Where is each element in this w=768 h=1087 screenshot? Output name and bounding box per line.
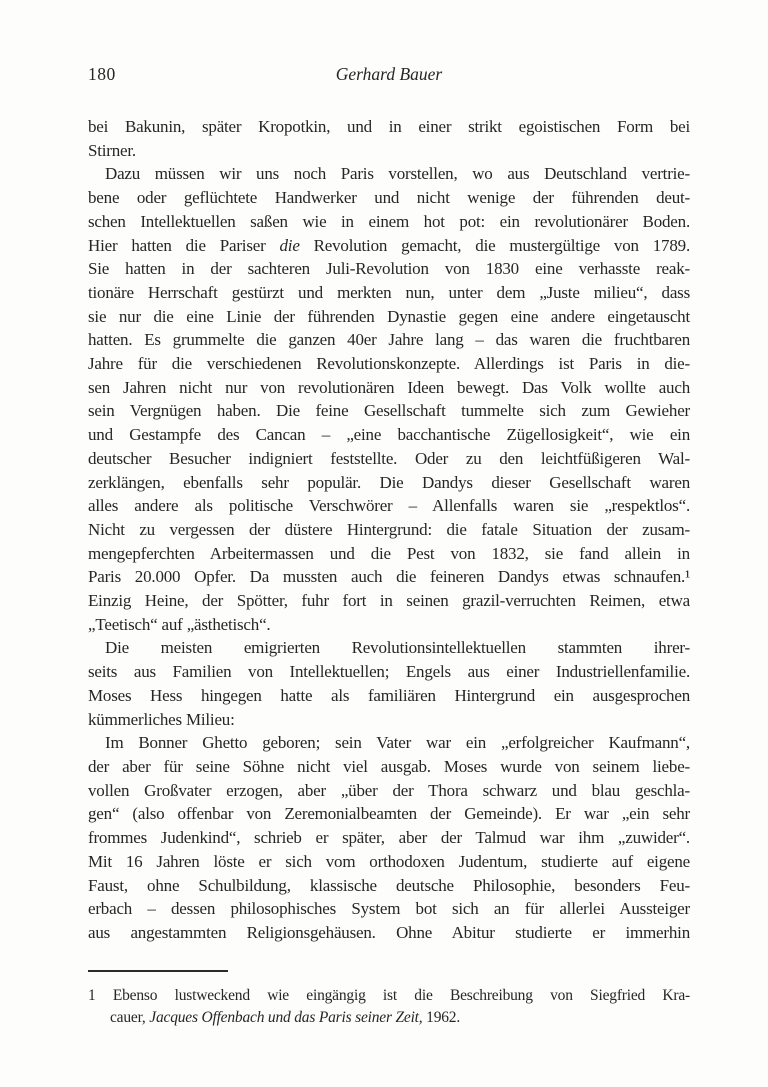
text-line: bene oder geflüchtete Handwerker und nicht wenige der führenden deut-: [88, 188, 690, 208]
text-line: Faust, ohne Schulbildung, klassische deutsche Philosophie, besonders Feu-: [88, 875, 690, 895]
emphasis: Jacques Offenbach und das Paris seiner Zeit,: [149, 1008, 423, 1026]
text-line: gen“ (also offenbar von Zeremonialbeamten der Gemeinde). Er war „ein sehr: [88, 804, 690, 824]
text-line: Moses Hess hingegen hatte als familiären Hintergrund ein ausgesprochen: [88, 685, 690, 705]
page-header: [88, 62, 690, 86]
text-line: Einzig Heine, der Spötter, fuhr fort in seinen grazil-verruchten Reimen, etwa: [88, 591, 690, 611]
text-line: 1 Ebenso lustweckend wie eingängig ist die Beschreibung von Siegfried Kra-: [88, 986, 690, 1004]
text-line: bei Bakunin, später Kropotkin, und in einer strikt egoistischen Form bei: [88, 117, 690, 136]
text-line: erbach – dessen philosophisches System bot sich an für allerlei Aussteiger: [88, 899, 690, 919]
text-line: vollen Großvater erzogen, aber „über der Thora schwarz und blau geschla-: [88, 780, 690, 800]
text-line: seits aus Familien von Intellektuellen; Engels aus einer Industriellenfamilie.: [88, 662, 690, 682]
text-line: mengepferchten Arbeitermassen und die Pest von 1832, sie fand allein in: [88, 543, 690, 563]
text-line: sie nur die eine Linie der führenden Dynastie gegen eine andere eingetauscht: [88, 306, 690, 326]
text-line: deutscher Besucher indigniert feststellte. Oder zu den leichtfüßigeren Wal-: [88, 448, 690, 468]
running-head: Gerhard Bauer: [335, 64, 443, 84]
text-line: sein Vergnügen haben. Die feine Gesellschaft tummelte sich zum Gewieher: [88, 401, 690, 421]
text-line: „Teetisch“ auf „ästhetisch“.: [88, 614, 271, 634]
text-line: Mit 16 Jahren löste er sich vom orthodoxen Judentum, studierte auf eigene: [88, 851, 690, 871]
text-line: Jahre für die verschiedenen Revolutionskonzepte. Allerdings ist Paris in die-: [88, 354, 690, 374]
text-line: frommes Judenkind“, schrieb er später, aber der Talmud war ihm „zuwider“.: [88, 828, 690, 848]
text-line: kümmerliches Milieu:: [88, 709, 235, 729]
text-line: Sie hatten in der sachteren Juli-Revolution von 1830 eine verhasste reak-: [88, 259, 690, 279]
text-line: schen Intellektuellen saßen wie in einem hot pot: ein revolutionärer Boden.: [88, 211, 690, 231]
text-line: Die meisten emigrierten Revolutionsintellektuellen stammten ihrer-: [105, 638, 690, 658]
text-line: Paris 20.000 Opfer. Da mussten auch die feineren Dandys etwas schnaufen.¹: [88, 567, 690, 587]
text-line: aus angestammten Religionsgehäusen. Ohne Abitur studierte er immerhin: [88, 922, 690, 942]
footnote: [88, 985, 690, 1029]
footnote-separator: [88, 970, 228, 972]
emphasis: die: [279, 235, 300, 255]
page-number: 180: [88, 64, 116, 84]
text-line: tionäre Herrschaft gestürzt und merkten nun, unter dem „Juste milieu“, dass: [88, 282, 690, 302]
text-line: Hier hatten die Pariser die Revolution gemacht, die mustergültige von 1789.: [88, 235, 691, 255]
text-line: der aber für seine Söhne nicht viel ausgab. Moses wurde von seinem liebe-: [88, 756, 690, 776]
text-line: Nicht zu vergessen der düstere Hintergrund: die fatale Situation der zusam-: [88, 519, 690, 539]
text-line: Stirner.: [88, 140, 136, 160]
text-line: zerklängen, ebenfalls sehr populär. Die Dandys dieser Gesellschaft waren: [88, 472, 690, 492]
text-line: sen Jahren nicht nur von revolutionären Ideen bewegt. Das Volk wollte auch: [88, 377, 690, 397]
text-line: alles andere als politische Verschwörer – Allenfalls waren sie „respektlos“.: [88, 496, 690, 516]
text-line: hatten. Es grummelte die ganzen 40er Jahre lang – das waren die fruchtbaren: [88, 330, 690, 350]
text-line: cauer, Jacques Offenbach und das Paris seiner Zeit, 1962.: [110, 1008, 461, 1026]
body-text: [88, 115, 690, 945]
text-line: Im Bonner Ghetto geboren; sein Vater war ein „erfolgreicher Kaufmann“,: [105, 733, 690, 753]
text-line: und Gestampfe des Cancan – „eine bacchantische Zügellosigkeit“, wie ein: [88, 425, 690, 445]
text-line: Dazu müssen wir uns noch Paris vorstellen, wo aus Deutschland vertrie-: [105, 164, 690, 184]
